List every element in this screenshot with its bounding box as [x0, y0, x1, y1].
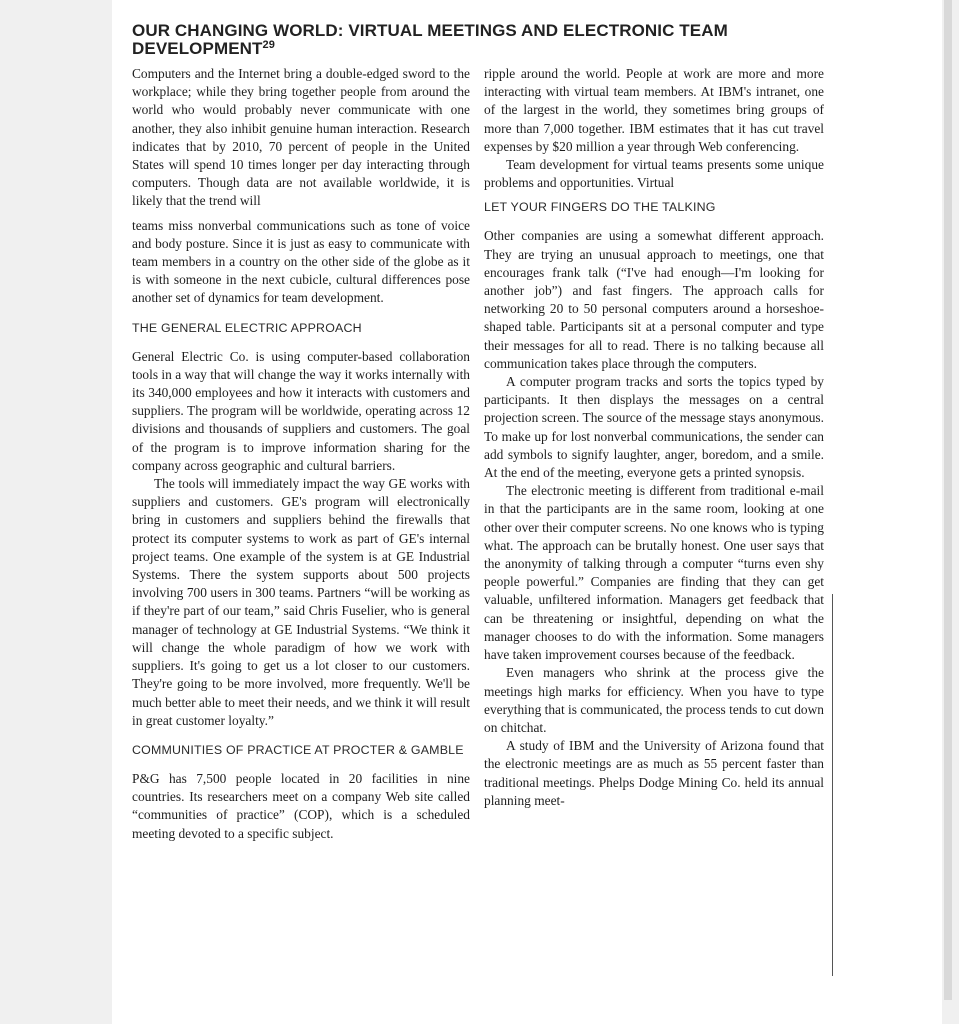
section-heading-fingers: LET YOUR FINGERS DO THE TALKING [484, 200, 716, 215]
scrollbar-track[interactable] [944, 0, 952, 1000]
title-text: OUR CHANGING WORLD: VIRTUAL MEETINGS AND ELECTRONIC TEAM DEVELOPMENT [132, 21, 728, 58]
fingers-paragraph-4: Even managers who shrink at the process give the meetings high marks for efficiency. When you have to type everything that is communicated, the process tends to cut down on chitchat. [484, 665, 824, 735]
fingers-paragraph-5: A study of IBM and the University of Arizona found that the electronic meetings are as much as 55 percent faster than traditional meetings. Phelps Dodge Mining Co. held its annual planning meet- [484, 738, 824, 808]
left-column [132, 65, 470, 977]
pg-paragraph-1: P&G has 7,500 people located in 20 facilities in nine countries. Its researchers meet on a company Web site called “communities of practice” (COP), which is a scheduled meeting devoted to a specific subject. [132, 770, 470, 841]
ge-paragraph-1: General Electric Co. is using computer-based collaboration tools in a way that will change the way it works internally with its 340,000 employees and how it interacts with customers and suppliers. The program will be worldwide, operating across 12 divisions and thousands of suppliers and customers. The goal of the program is to improve information sharing for the company across geographic and cultural barriers. [132, 348, 470, 473]
fingers-paragraph-3: The electronic meeting is different from traditional e-mail in that the participants are in the same room, looking at one other over their computer screens. No one knows who is typing what. The approach can be brutally honest. One user says that the anonymity of talking through a computer “turns even shy people powerful.” Companies are finding that they can get valuable, unfiltered information. Managers get feedback that can be threatening or insightful, depending on what the manager chooses to do with the information. Some managers have taken improvement courses because of the feedback. [484, 483, 824, 663]
intro-paragraph-2: teams miss nonverbal communications such as tone of voice and body posture. Since it is just as easy to communicate with team members in a country on the other side of the globe as it is with someone in the next cubicle, cultural differences pose another set of dynamics for team development. [132, 217, 470, 306]
section-heading-pg: COMMUNITIES OF PRACTICE AT PROCTER & GAMBLE [132, 742, 464, 757]
fingers-paragraph-2: A computer program tracks and sorts the topics typed by participants. It then displays the messages on a central projection screen. The source of the message stays anonymous. To make up for lost nonverbal communications, the sender can add symbols to signify laughter, anger, boredom, and a smile. At the end of the meeting, everyone gets a printed synopsis. [484, 374, 824, 481]
virtual-teams-paragraph: Team development for virtual teams presents some unique problems and opportunities. Virtual [484, 157, 824, 191]
column-side-rule [832, 594, 833, 976]
right-column [484, 65, 824, 977]
ibm-paragraph: ripple around the world. People at work are more and more interacting with virtual team members. At IBM's intranet, one of the largest in the world, they sometimes bring groups of more than 7,000 together. IBM estimates that it has cut travel expenses by $20 million a year through Web conferencing. [484, 66, 824, 154]
section-heading-ge: THE GENERAL ELECTRIC APPROACH [132, 320, 362, 335]
article-title [132, 22, 832, 58]
title-footnote-ref: 29 [262, 39, 275, 51]
document-page [112, 0, 942, 1024]
intro-paragraph-1: Computers and the Internet bring a double-edged sword to the workplace; while they bring together people from around the world who would probably never communicate with one another, they also inhibit genuine human interaction. Research indicates that by 2010, 70 percent of people in the United States will spend 10 times longer per day interacting through computers. Though data are not available worldwide, it is likely that the trend will [132, 66, 470, 209]
ge-paragraph-2: The tools will immediately impact the way GE works with suppliers and customers. GE's program will electronically bring in customers and suppliers behind the firewalls that protect its computer systems to work as part of GE's internal project teams. One example of the system is at GE Industrial Systems. There the system supports about 500 projects involving 700 users in 300 teams. Partners “will be working as if they're part of our team,” said Chris Fuselier, who is general manager of technology at GE Industrial Systems. “We think it will change the whole paradigm of how we work with suppliers. It's going to get us a lot closer to our customers. They're going to be more involved, more frequently. We'll be much better able to meet their needs, and we think it will result in great customer loyalty.” [132, 476, 470, 728]
fingers-paragraph-1: Other companies are using a somewhat different approach. They are trying an unusual approach to meetings, one that encourages frank talk (“I've had enough—I'm looking for another job”) and fast fingers. The approach calls for networking 20 to 50 personal computers around a horseshoe-shaped table. Participants sit at a personal computer and type their messages for all to read. There is no talking because all communication takes place through the computers. [484, 228, 824, 371]
